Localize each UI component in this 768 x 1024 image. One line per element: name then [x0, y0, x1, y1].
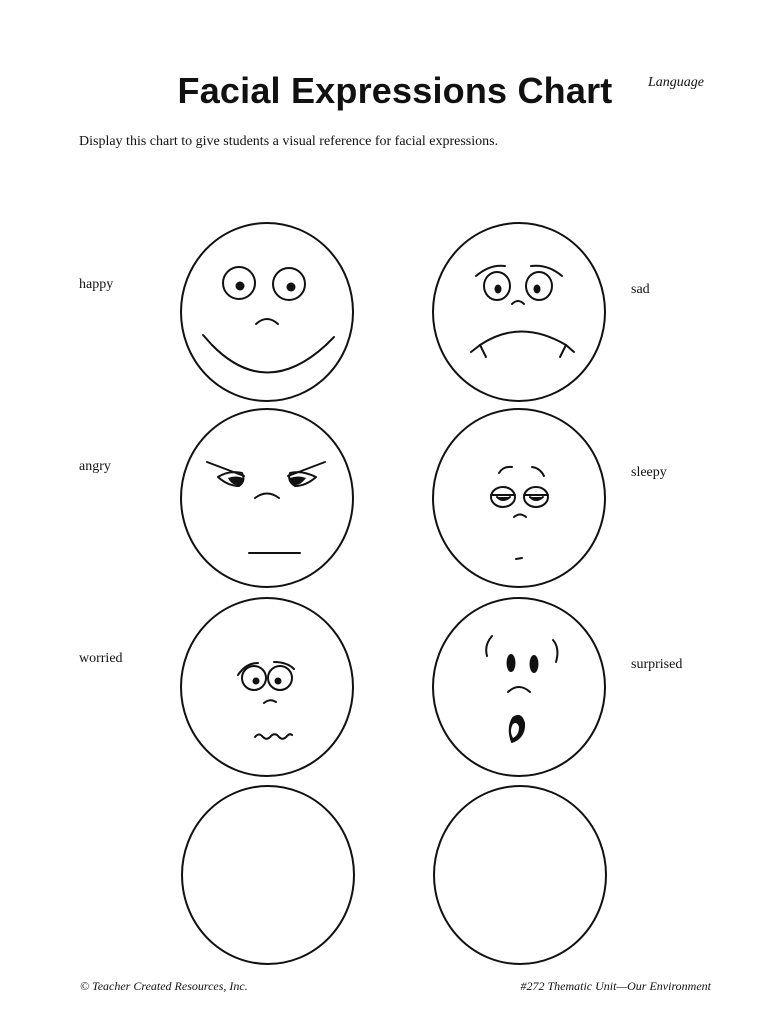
worried-face-icon	[181, 598, 353, 776]
footer-unit: #272 Thematic Unit—Our Environment	[520, 979, 711, 993]
label-worried: worried	[79, 651, 123, 666]
angry-face-icon	[181, 409, 353, 587]
label-angry: angry	[79, 459, 111, 474]
label-sleepy: sleepy	[631, 465, 667, 480]
sad-face-icon	[433, 223, 605, 401]
sleepy-face-icon	[433, 409, 605, 587]
subject-tag: Language	[648, 75, 704, 90]
surprised-face-icon	[433, 598, 605, 776]
happy-face-icon	[181, 223, 353, 401]
blank-face-right-icon	[434, 786, 606, 964]
intro-text: Display this chart to give students a visual reference for facial expressions.	[79, 134, 499, 149]
page-title: Facial Expressions Chart	[177, 70, 613, 111]
blank-face-left-icon	[182, 786, 354, 964]
label-surprised: surprised	[631, 657, 683, 672]
label-sad: sad	[631, 282, 650, 297]
footer-copyright: © Teacher Created Resources, Inc.	[80, 979, 248, 993]
label-happy: happy	[79, 277, 114, 292]
